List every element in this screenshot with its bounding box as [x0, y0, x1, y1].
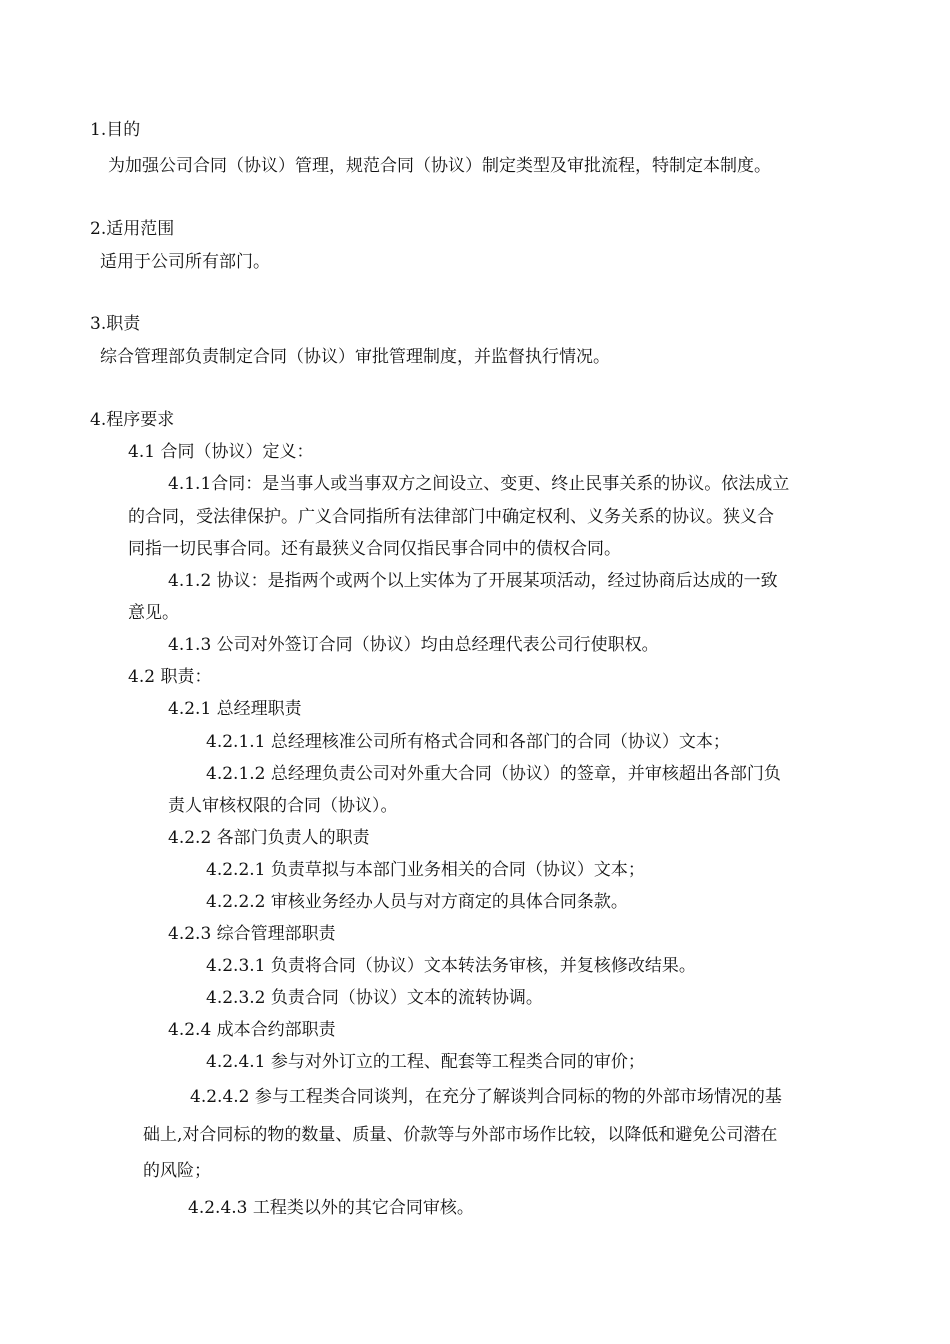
clause-4-2-1-2-line-1: 4.2.1.2 总经理负责公司对外重大合同（协议）的签章，并审核超出各部门负	[206, 764, 781, 784]
clause-4-2-1-1: 4.2.1.1 总经理核准公司所有格式合同和各部门的合同（协议）文本；	[206, 732, 730, 752]
section-body-scope: 适用于公司所有部门。	[100, 252, 270, 272]
clause-4-1-1-line-1: 4.1.1合同：是当事人或当事双方之间设立、变更、终止民事关系的协议。依法成立	[168, 474, 790, 494]
clause-4-2: 4.2 职责：	[128, 667, 212, 687]
section-heading-responsibility: 3.职责	[90, 314, 141, 334]
clause-4-2-3-1: 4.2.3.1 负责将合同（协议）文本转法务审核，并复核修改结果。	[206, 956, 696, 976]
clause-4-1-1-line-3: 同指一切民事合同。还有最狭义合同仅指民事合同中的债权合同。	[128, 539, 621, 559]
clause-4-2-4-1: 4.2.4.1 参与对外订立的工程、配套等工程类合同的审价；	[206, 1052, 645, 1072]
clause-4-2-1: 4.2.1 总经理职责	[168, 699, 302, 719]
clause-4-1-2-line-2: 意见。	[128, 603, 179, 623]
clause-4-1-1-line-2: 的合同，受法律保护。广义合同指所有法律部门中确定权利、义务关系的协议。狭义合	[128, 507, 774, 527]
clause-4-2-4-2-line-2: 础上,对合同标的物的数量、质量、价款等与外部市场作比较，以降低和避免公司潜在	[143, 1125, 778, 1145]
clause-4-2-3: 4.2.3 综合管理部职责	[168, 924, 336, 944]
section-body-purpose: 为加强公司合同（协议）管理，规范合同（协议）制定类型及审批流程，特制定本制度。	[108, 156, 771, 176]
clause-4-1-3: 4.1.3 公司对外签订合同（协议）均由总经理代表公司行使职权。	[168, 635, 659, 655]
clause-4-2-3-2: 4.2.3.2 负责合同（协议）文本的流转协调。	[206, 988, 543, 1008]
clause-4-2-4: 4.2.4 成本合约部职责	[168, 1020, 336, 1040]
clause-4-2-1-2-line-2: 责人审核权限的合同（协议）。	[168, 796, 398, 816]
section-heading-purpose: 1.目的	[90, 120, 141, 140]
clause-4-2-2-2: 4.2.2.2 审核业务经办人员与对方商定的具体合同条款。	[206, 892, 628, 912]
clause-4-2-2: 4.2.2 各部门负责人的职责	[168, 828, 370, 848]
clause-4-2-4-2-line-3: 的风险；	[143, 1161, 211, 1181]
clause-4-2-4-2-line-1: 4.2.4.2 参与工程类合同谈判，在充分了解谈判合同标的物的外部市场情况的基	[190, 1087, 782, 1107]
clause-4-1: 4.1 合同（协议）定义：	[128, 442, 314, 462]
clause-4-2-4-3: 4.2.4.3 工程类以外的其它合同审核。	[188, 1198, 474, 1218]
clause-4-2-2-1: 4.2.2.1 负责草拟与本部门业务相关的合同（协议）文本；	[206, 860, 645, 880]
section-heading-procedure: 4.程序要求	[90, 410, 175, 430]
clause-4-1-2-line-1: 4.1.2 协议：是指两个或两个以上实体为了开展某项活动，经过协商后达成的一致	[168, 571, 778, 591]
section-body-responsibility: 综合管理部负责制定合同（协议）审批管理制度，并监督执行情况。	[100, 347, 610, 367]
section-heading-scope: 2.适用范围	[90, 219, 175, 239]
